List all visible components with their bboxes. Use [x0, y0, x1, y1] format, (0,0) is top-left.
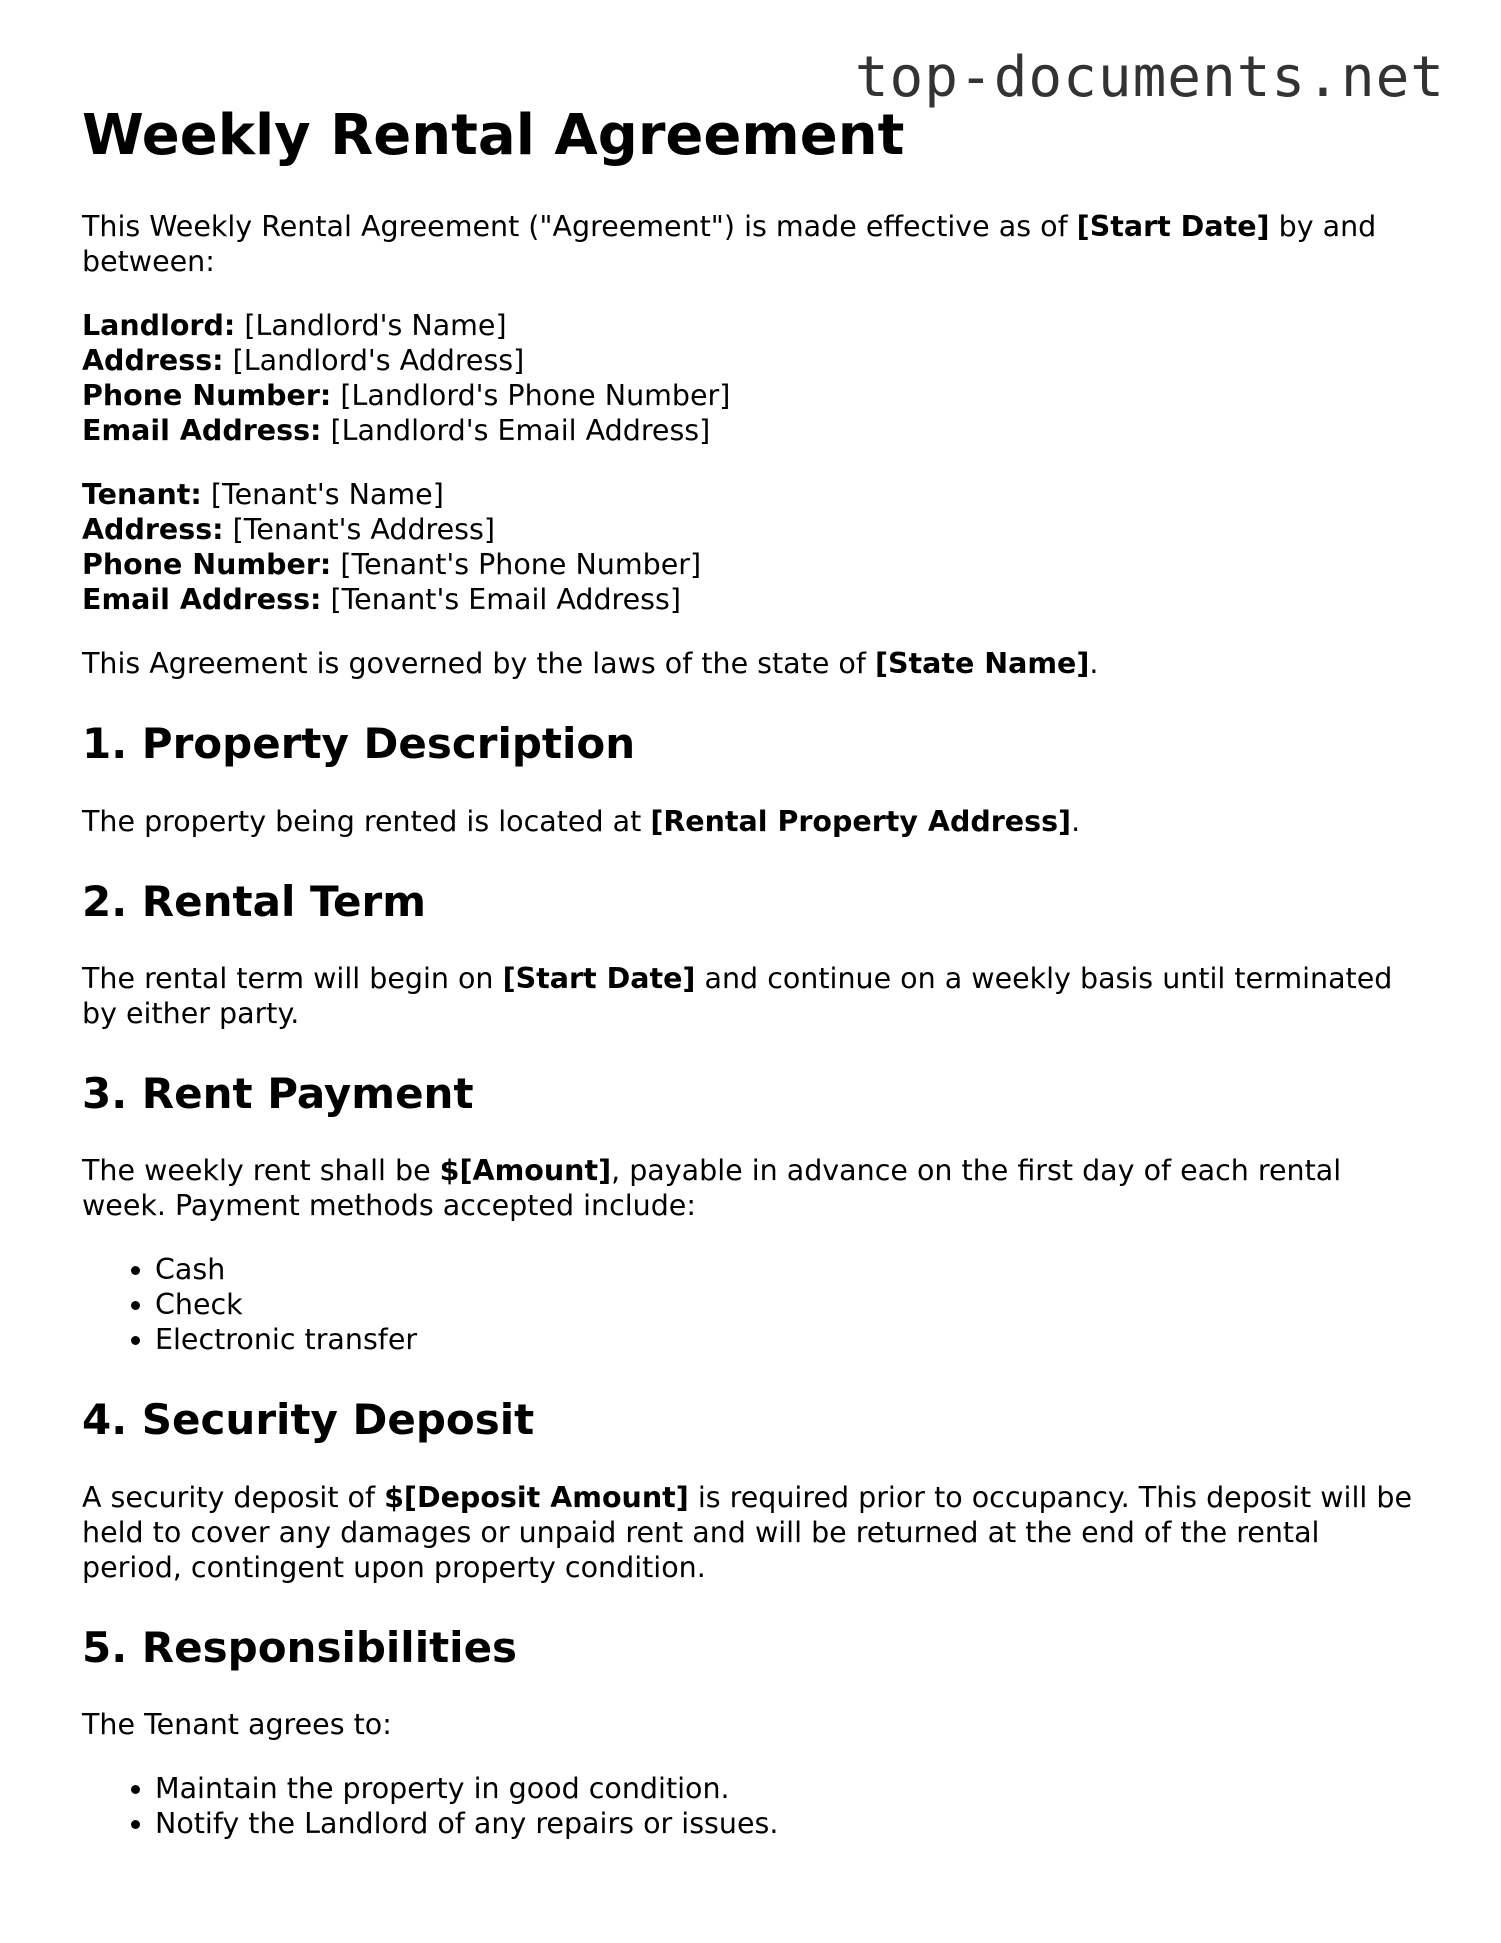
watermark-logo: top-documents.net	[854, 45, 1445, 110]
payment-amount: $[Amount]	[439, 1154, 612, 1188]
payment-paragraph	[82, 1153, 1422, 1223]
responsibilities-intro: The Tenant agrees to:	[82, 1708, 392, 1742]
tenant-phone-value: [Tenant's Phone Number]	[331, 548, 702, 582]
landlord-email-line	[82, 413, 1422, 448]
tenant-email-label: Email Address:	[82, 583, 322, 617]
tenant-email-value: [Tenant's Email Address]	[321, 583, 681, 617]
intro-suffix: by and between:	[82, 210, 1377, 279]
term-prefix: The rental term will begin on	[82, 961, 503, 995]
governing-state: [State Name]	[874, 647, 1090, 681]
property-prefix: The property being rented is located at	[82, 804, 651, 838]
deposit-amount: $[Deposit Amount]	[384, 1480, 689, 1514]
landlord-name-line	[82, 308, 1422, 343]
landlord-address-label: Address:	[82, 344, 224, 378]
intro-paragraph	[82, 209, 1422, 279]
governing-suffix: .	[1089, 647, 1099, 681]
landlord-address-value: [Landlord's Address]	[223, 344, 525, 378]
deposit-paragraph	[82, 1480, 1422, 1585]
intro-start-date: [Start Date]	[1076, 210, 1270, 244]
tenant-address-line	[82, 512, 1422, 547]
section-heading-payment: 3. Rent Payment	[82, 1068, 474, 1118]
property-suffix: .	[1071, 804, 1081, 838]
landlord-email-value: [Landlord's Email Address]	[321, 414, 711, 448]
document-page	[82, 102, 1422, 1870]
list-item: • Cash	[155, 1252, 1422, 1287]
landlord-email-label: Email Address:	[82, 414, 322, 448]
tenant-name-label: Tenant:	[82, 478, 202, 512]
tenant-details	[82, 477, 1422, 617]
section-heading-property: 1. Property Description	[82, 719, 636, 769]
landlord-name-value: [Landlord's Name]	[235, 309, 507, 343]
tenant-name-value: [Tenant's Name]	[201, 478, 444, 512]
tenant-address-value: [Tenant's Address]	[223, 513, 495, 547]
tenant-phone-line	[82, 547, 1422, 582]
section-heading-deposit: 4. Security Deposit	[82, 1395, 535, 1445]
governing-law-paragraph	[82, 646, 1422, 681]
landlord-phone-label: Phone Number:	[82, 379, 332, 413]
landlord-name-label: Landlord:	[82, 309, 236, 343]
list-item: • Electronic transfer	[155, 1322, 1422, 1357]
payment-suffix: , payable in advance on the first day of each rental week. Payment methods accepted include:	[82, 1154, 1342, 1223]
responsibilities-list	[82, 1771, 1422, 1841]
property-address: [Rental Property Address]	[650, 804, 1072, 838]
deposit-suffix: is required prior to occupancy. This deposit will be held to cover any damages or unpaid rent and will be returned at the end of the rental period, contingent upon property condition.	[82, 1480, 1412, 1584]
term-suffix: and continue on a weekly basis until terminated by either party.	[82, 961, 1393, 1030]
term-start-date: [Start Date]	[502, 961, 696, 995]
landlord-phone-value: [Landlord's Phone Number]	[331, 379, 731, 413]
tenant-address-label: Address:	[82, 513, 224, 547]
governing-prefix: This Agreement is governed by the laws of the state of	[82, 647, 875, 681]
list-item: • Notify the Landlord of any repairs or issues.	[155, 1806, 1422, 1841]
landlord-address-line	[82, 343, 1422, 378]
term-paragraph	[82, 961, 1422, 1031]
intro-prefix: This Weekly Rental Agreement ("Agreement") is made effective as of	[82, 210, 1077, 244]
property-paragraph	[82, 804, 1422, 839]
payment-methods-list	[82, 1252, 1422, 1357]
section-heading-term: 2. Rental Term	[82, 876, 426, 926]
landlord-details	[82, 308, 1422, 448]
section-heading-responsibilities: 5. Responsibilities	[82, 1622, 518, 1672]
deposit-prefix: A security deposit of	[82, 1480, 385, 1514]
landlord-phone-line	[82, 378, 1422, 413]
tenant-name-line	[82, 477, 1422, 512]
tenant-phone-label: Phone Number:	[82, 548, 332, 582]
list-item: • Check	[155, 1287, 1422, 1322]
list-item: • Maintain the property in good condition.	[155, 1771, 1422, 1806]
tenant-email-line	[82, 582, 1422, 617]
document-title: Weekly Rental Agreement	[82, 103, 905, 168]
payment-prefix: The weekly rent shall be	[82, 1154, 440, 1188]
